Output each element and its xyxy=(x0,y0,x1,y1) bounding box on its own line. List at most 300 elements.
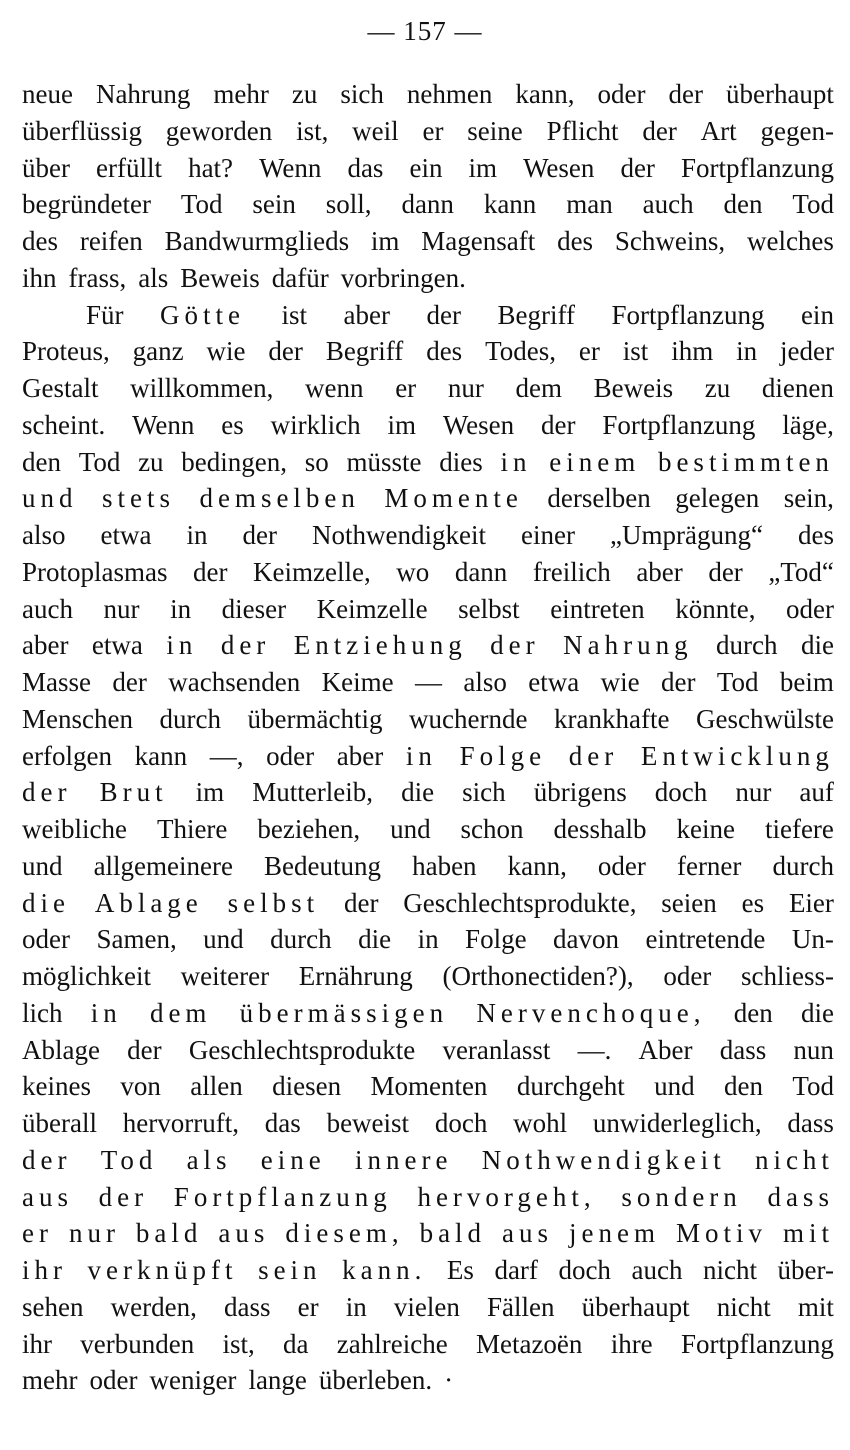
word: übermächtig xyxy=(247,703,383,734)
word: diesen xyxy=(272,1071,342,1102)
word: kann xyxy=(134,740,188,771)
text-line xyxy=(22,554,834,591)
word: mehr xyxy=(22,1365,78,1396)
text-line xyxy=(22,995,834,1032)
word: Entwicklung xyxy=(640,740,834,771)
word: im xyxy=(468,152,498,183)
word: übrigens xyxy=(533,777,627,808)
word: sein xyxy=(258,1255,322,1285)
word: des xyxy=(797,520,834,550)
word: der xyxy=(220,630,271,661)
word: desshalb xyxy=(553,814,647,844)
word: jenem xyxy=(569,1218,660,1249)
word: keine xyxy=(676,814,735,844)
word: nur xyxy=(103,593,140,624)
word: wie xyxy=(206,336,246,367)
word: nur xyxy=(735,777,772,808)
text-line xyxy=(22,113,834,150)
word: oder xyxy=(597,79,646,109)
word: aber xyxy=(22,630,69,661)
word: Folge xyxy=(459,740,547,771)
word: im xyxy=(195,777,225,808)
word: wo xyxy=(396,556,430,587)
word: nur xyxy=(68,1218,120,1249)
word: veranlasst xyxy=(442,1034,551,1065)
word: Fortpflanzung xyxy=(173,1181,392,1212)
word: Tod xyxy=(716,667,759,697)
word: ist xyxy=(281,299,308,330)
word: Tod xyxy=(100,1144,158,1175)
word: die xyxy=(401,777,435,808)
word: Ablage xyxy=(22,1034,100,1065)
word: weiterer xyxy=(180,961,270,991)
page-number: — 157 — xyxy=(367,16,483,46)
word: übermässigen xyxy=(239,997,449,1028)
word: bedingen, xyxy=(181,446,288,477)
word: weibliche xyxy=(22,814,127,844)
word: dann xyxy=(454,556,508,587)
word: Geschlechtsprodukte xyxy=(188,1034,416,1065)
word: überhaupt xyxy=(725,79,834,109)
word: überleben. xyxy=(318,1365,433,1396)
word: — xyxy=(414,667,442,697)
word: und xyxy=(654,1071,695,1102)
word: ferner xyxy=(676,850,742,881)
word: ihn xyxy=(22,262,57,293)
word: Brut xyxy=(99,777,168,808)
word: Tod xyxy=(792,189,834,220)
word: allen xyxy=(190,1071,243,1102)
word: hervorruft, xyxy=(122,1108,239,1138)
word: aber xyxy=(636,556,683,587)
text-line xyxy=(22,1252,834,1289)
word: den xyxy=(733,997,773,1028)
word: durchgeht xyxy=(516,1071,625,1102)
word: demselben xyxy=(199,483,360,514)
word: Aber xyxy=(638,1034,693,1065)
word: oder xyxy=(597,850,646,881)
text-line xyxy=(22,370,834,407)
word: er xyxy=(578,336,600,367)
text-line xyxy=(22,811,834,848)
word: der xyxy=(127,1034,162,1065)
word: geworden xyxy=(165,115,273,146)
word: sondern xyxy=(621,1181,742,1212)
word: etwa xyxy=(91,630,143,661)
word: Geschwülste xyxy=(696,703,834,734)
word: über- xyxy=(777,1255,834,1285)
word: durch xyxy=(270,924,332,955)
word: Entziehung xyxy=(293,630,467,661)
word: die xyxy=(358,924,392,955)
word: ein xyxy=(800,299,834,330)
word: kann xyxy=(483,189,537,220)
word: wenn xyxy=(305,373,364,403)
word: mehr xyxy=(213,79,269,109)
word: sein, xyxy=(783,483,834,514)
word: krankhafte xyxy=(554,703,670,734)
word: bald xyxy=(419,1218,487,1249)
word: ihm xyxy=(671,336,714,367)
word: Fortpflanzung xyxy=(680,1328,834,1359)
word: Fortpflanzung xyxy=(680,152,834,183)
word: verbunden xyxy=(80,1328,195,1359)
word: oder xyxy=(266,740,315,771)
word: Motiv xyxy=(675,1218,767,1249)
word: Folge xyxy=(465,924,527,955)
word: er xyxy=(422,115,444,146)
word: Wesen xyxy=(442,409,515,440)
text-line xyxy=(22,76,834,113)
word: aus xyxy=(22,1181,73,1212)
word: der xyxy=(98,1181,149,1212)
word: werden, xyxy=(110,1291,197,1322)
word: mit xyxy=(797,1291,834,1322)
word: dem xyxy=(149,997,212,1028)
word: die xyxy=(800,997,834,1028)
word: reifen xyxy=(79,226,143,256)
word: Ernährung xyxy=(298,961,413,991)
text-line xyxy=(22,480,834,517)
word: Wenn xyxy=(259,152,322,183)
word: hat? xyxy=(188,152,234,183)
word: einer xyxy=(521,520,575,550)
word: wuchernde xyxy=(409,703,528,734)
word: man xyxy=(566,189,613,220)
word: · xyxy=(444,1365,454,1396)
word: Fortpflanzung xyxy=(611,299,765,330)
word: verknüpft xyxy=(87,1255,238,1285)
text-line xyxy=(22,774,834,811)
text-line xyxy=(22,223,834,260)
word: und xyxy=(22,850,63,881)
word: aber xyxy=(343,299,390,330)
word: also xyxy=(463,667,507,697)
word: des xyxy=(557,226,594,256)
word: frass, xyxy=(68,262,127,293)
word: es xyxy=(741,887,765,918)
word: er xyxy=(395,373,417,403)
word: doch xyxy=(434,1108,488,1138)
text-line xyxy=(22,664,834,701)
word: der xyxy=(22,777,72,808)
word: auf xyxy=(799,777,834,808)
word: der xyxy=(568,740,619,771)
word: ganz xyxy=(132,336,184,367)
word: müsste xyxy=(346,446,422,477)
word: weniger xyxy=(149,1365,237,1396)
text-line xyxy=(22,1215,834,1252)
text-line xyxy=(22,627,834,664)
word: oder xyxy=(22,924,70,955)
word: bestimmten xyxy=(657,446,834,477)
word: der xyxy=(268,336,303,367)
text-line xyxy=(22,150,834,187)
word: etwa xyxy=(100,520,152,550)
word: Momenten xyxy=(370,1071,488,1102)
word: Nahrung xyxy=(95,79,191,109)
word: durch xyxy=(159,703,221,734)
word: Tod xyxy=(792,1071,834,1102)
word: den xyxy=(22,446,61,477)
word: innere xyxy=(355,1144,453,1175)
word: unwiderleglich, xyxy=(592,1108,762,1138)
word: durch xyxy=(772,850,834,881)
word: nehmen xyxy=(406,79,493,109)
word: weil xyxy=(352,115,399,146)
word: Momente xyxy=(384,483,523,514)
word: im xyxy=(370,226,400,256)
word: Keimzelle, xyxy=(253,556,371,587)
word: da xyxy=(283,1328,309,1359)
word: zu xyxy=(138,446,164,477)
word: zahlreiche xyxy=(336,1328,448,1359)
text-line xyxy=(22,738,834,775)
word: dienen xyxy=(761,373,834,403)
word: Art xyxy=(700,115,737,146)
word: Tod xyxy=(78,446,121,477)
word: Ablage xyxy=(94,887,203,918)
word: wie xyxy=(600,667,640,697)
word: also xyxy=(22,520,66,550)
word: beim xyxy=(779,667,834,697)
word: Eier xyxy=(788,887,834,918)
word: Protoplasmas xyxy=(22,556,168,587)
word: derselben xyxy=(547,483,651,514)
text-line xyxy=(22,591,834,628)
word: Thiere xyxy=(156,814,228,844)
word: ihr xyxy=(22,1328,52,1359)
word: des xyxy=(22,226,58,256)
word: Bedeutung xyxy=(264,850,382,881)
word: er xyxy=(22,1218,53,1249)
text-line xyxy=(22,921,834,958)
word: schliess- xyxy=(740,961,834,991)
word: hervorgeht, xyxy=(417,1181,596,1212)
body-text xyxy=(22,76,834,1399)
word: der xyxy=(112,667,147,697)
word: zu xyxy=(291,79,318,109)
word: der xyxy=(661,667,696,697)
word: läge, xyxy=(782,409,834,440)
text-line xyxy=(22,1362,834,1399)
word: wohl xyxy=(513,1108,568,1138)
word: Magensaft xyxy=(421,226,536,256)
word: Beweis xyxy=(593,373,674,403)
word: des xyxy=(426,336,463,367)
text-line xyxy=(22,1179,834,1216)
word: Begriff xyxy=(497,299,575,330)
word: ein xyxy=(409,152,443,183)
word: selbst xyxy=(227,887,320,918)
word: das xyxy=(264,1108,301,1138)
word: Keimzelle xyxy=(316,593,428,624)
word: jeder xyxy=(780,336,834,367)
word: sehen xyxy=(22,1291,84,1322)
word: nur xyxy=(447,373,484,403)
word: wachsenden xyxy=(168,667,301,697)
word: über xyxy=(22,152,70,183)
word: den xyxy=(723,189,763,220)
word: dass xyxy=(223,1291,271,1322)
word: einem xyxy=(549,446,641,477)
word: oder xyxy=(89,1365,138,1396)
word: möglichkeit xyxy=(22,961,151,991)
word: kann, xyxy=(507,850,567,881)
word: Gestalt xyxy=(22,373,99,403)
word: sich xyxy=(462,777,506,808)
word: der xyxy=(620,152,655,183)
word: Fortpflanzung xyxy=(602,409,756,440)
text-line xyxy=(22,260,834,297)
word: ist xyxy=(622,336,649,367)
word: der xyxy=(541,409,576,440)
word: aus xyxy=(502,1218,554,1249)
text-line xyxy=(22,1105,834,1142)
word: doch xyxy=(654,777,708,808)
word: Fällen xyxy=(487,1291,555,1322)
text-line xyxy=(22,1142,834,1179)
text-line xyxy=(22,848,834,885)
word: tiefere xyxy=(764,814,834,844)
word: neue xyxy=(22,79,73,109)
word: stets xyxy=(101,483,175,514)
word: —, xyxy=(209,740,244,771)
word: Es xyxy=(446,1255,474,1285)
word: der xyxy=(22,1144,72,1175)
word: dann xyxy=(401,189,454,220)
word: Beweis xyxy=(180,262,260,293)
word: der xyxy=(490,630,540,661)
word: „Umprägung“ xyxy=(610,520,763,550)
word: überall xyxy=(22,1108,97,1138)
word: und xyxy=(203,924,244,955)
word: den xyxy=(724,1071,764,1102)
word: kann. xyxy=(342,1255,427,1285)
word: in xyxy=(170,593,192,624)
word: Masse xyxy=(22,667,91,697)
word: so xyxy=(304,446,329,477)
word: als xyxy=(186,1144,232,1175)
word: Geschlechtsprodukte, xyxy=(403,887,637,918)
word: in xyxy=(405,740,437,771)
word: lange xyxy=(248,1365,307,1396)
word: mit xyxy=(782,1218,834,1249)
text-line xyxy=(22,1326,834,1363)
word: nicht xyxy=(703,1255,757,1285)
text-line xyxy=(22,885,834,922)
word: lich xyxy=(22,997,63,1028)
word: seien xyxy=(661,887,717,918)
word: der xyxy=(668,79,703,109)
text-line xyxy=(22,1032,834,1069)
word: ihre xyxy=(610,1328,653,1359)
word: Mutterleib, xyxy=(252,777,373,808)
word: ist, xyxy=(296,115,329,146)
word: selbst xyxy=(458,593,520,624)
word: dafür xyxy=(271,262,329,293)
text-line xyxy=(22,407,834,444)
word: in xyxy=(736,336,758,367)
word: als xyxy=(138,262,169,293)
word: doch xyxy=(558,1255,611,1285)
word: Todes, xyxy=(485,336,556,367)
word: Menschen xyxy=(22,703,133,734)
word: oder xyxy=(663,961,712,991)
text-line xyxy=(22,186,834,223)
word: könnte, xyxy=(675,593,756,624)
word: durch xyxy=(716,630,778,661)
word: nicht xyxy=(716,1291,771,1322)
word: Bandwurmglieds xyxy=(164,226,350,256)
word: eine xyxy=(260,1144,326,1175)
word: zu xyxy=(704,373,731,403)
word: sein xyxy=(252,189,296,220)
word: Götte xyxy=(160,299,246,330)
word: von xyxy=(120,1071,161,1102)
word: scheint. xyxy=(22,409,106,440)
word: aus xyxy=(218,1218,270,1249)
word: dieser xyxy=(221,593,287,624)
word: Samen, xyxy=(96,924,177,955)
word: Nervenchoque, xyxy=(476,997,706,1028)
word: der xyxy=(642,115,677,146)
word: dem xyxy=(515,373,562,403)
word: er xyxy=(297,1291,319,1322)
word: dass xyxy=(787,1108,834,1138)
word: allgemeinere xyxy=(93,850,233,881)
word: Keime xyxy=(321,667,394,697)
word: aber xyxy=(336,740,384,771)
word: eintretende xyxy=(645,924,766,955)
word: Proteus, xyxy=(22,336,110,367)
word: in xyxy=(166,630,198,661)
text-line xyxy=(22,701,834,738)
word: Wenn xyxy=(132,409,195,440)
word: kann, xyxy=(515,79,575,109)
word: dass xyxy=(719,1034,767,1065)
word: in xyxy=(345,1291,367,1322)
word: Nothwendigkeit xyxy=(312,520,487,550)
word: in xyxy=(500,446,532,477)
word: überflüssig xyxy=(22,115,142,146)
word: —. xyxy=(577,1034,612,1065)
word: gelegen xyxy=(675,483,760,514)
word: ist, xyxy=(222,1328,255,1359)
word: es xyxy=(221,409,244,440)
word: freilich xyxy=(532,556,611,587)
word: haben xyxy=(412,850,477,881)
word: der xyxy=(708,556,743,587)
word: oder xyxy=(786,593,834,624)
word: dies xyxy=(439,446,483,477)
word: Begriff xyxy=(325,336,404,367)
word: dass xyxy=(767,1181,834,1212)
word: beweist xyxy=(326,1108,410,1138)
word: Für xyxy=(86,299,124,330)
word: schon xyxy=(460,814,524,844)
text-line xyxy=(22,333,834,370)
word: der xyxy=(193,556,228,587)
word: Metazoën xyxy=(475,1328,583,1359)
word: die xyxy=(22,887,70,918)
word: darf xyxy=(494,1255,538,1285)
word: überhaupt xyxy=(581,1291,690,1322)
word: seine xyxy=(467,115,523,146)
word: in xyxy=(90,997,122,1028)
word: bald xyxy=(135,1218,203,1249)
text-line xyxy=(22,297,834,334)
